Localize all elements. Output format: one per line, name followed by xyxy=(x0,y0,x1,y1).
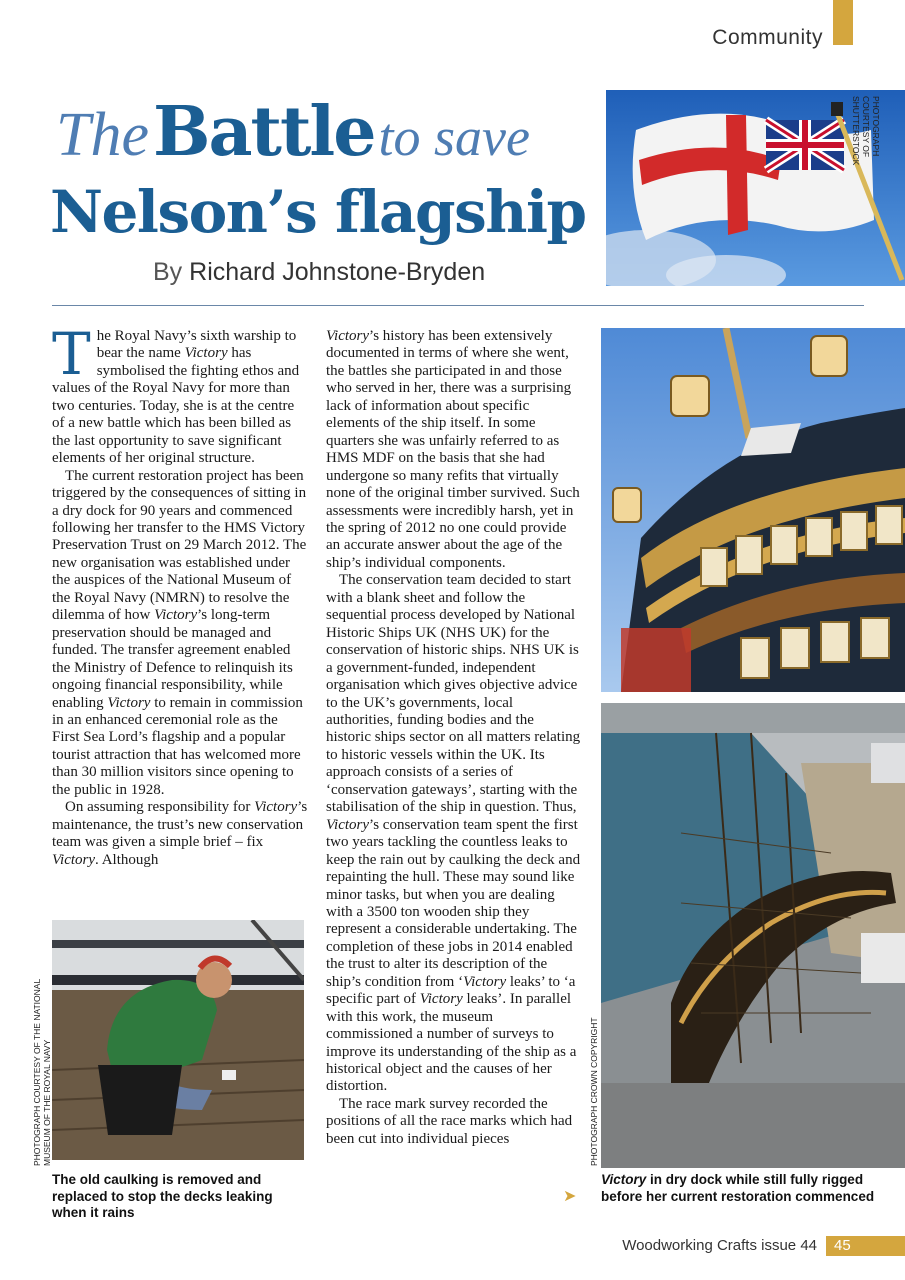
dry-dock-caption-text: in dry dock while still fully rigged before her current restoration commenced xyxy=(601,1172,875,1204)
col2-paragraph-3: The race mark survey recorded the positions of all the race marks which had been cut into individual pieces xyxy=(326,1095,573,1147)
dry-dock-caption xyxy=(601,1172,901,1205)
col2-p1-victory: Victory xyxy=(326,328,370,344)
col1-paragraph-1 xyxy=(52,320,308,468)
col1-p2-text-c: to remain in commission in an enhanced ceremonial role as the First Sea Lord’s flagship and a popular tourist attraction that has welcomed more than 30 million visitors since opening to the public in 1928. xyxy=(52,694,303,798)
caulking-worker-photo xyxy=(52,920,304,1160)
section-tab xyxy=(833,0,853,45)
drop-cap: T xyxy=(52,320,91,388)
page-number: 45 xyxy=(826,1236,905,1256)
section-label: Community xyxy=(712,26,823,49)
col2-p2-text-d: leaks’. In parallel with this work, the museum commissioned a number of surveys to improve its understanding of the ship as a historical object and the causes of her distortion. xyxy=(326,991,577,1095)
worker-photo-credit-line-2: MUSEUM OF THE ROYAL NAVY xyxy=(42,1039,52,1166)
col1-p3-text-b: ’s maintenance, the trust’s new conservation team was given a simple brief – fix xyxy=(52,799,308,851)
col2-p2-text-c: leaks’ to ‘a specific part of xyxy=(326,973,576,1008)
header-rule xyxy=(52,305,864,306)
byline-by: By xyxy=(153,258,183,286)
col1-paragraph-2 xyxy=(52,468,308,800)
stern-photo xyxy=(601,328,905,692)
col1-p2-victory-2: Victory xyxy=(107,694,151,711)
dry-dock-photo-credit: PHOTOGRAPH CROWN COPYRIGHT xyxy=(589,1017,599,1166)
headline-line-2: Nelson’s flagship xyxy=(50,178,586,246)
body-column-1 xyxy=(52,320,308,869)
col1-p1-victory: Victory xyxy=(184,345,228,362)
headline-battle: Battle xyxy=(153,92,375,172)
col1-p2-text-a: The current restoration project has been triggered by the consequences of sitting in a dry dock for 90 years and commenced following her transfer to the HMS Victory Preservation Trust on 29 March 2012. The new organisation was established under the auspices of the National Museum of the Royal Navy (NMRN) to resolve the dilemma of how xyxy=(52,467,307,624)
col2-paragraph-1 xyxy=(326,328,581,572)
continue-arrow-icon: ➤ xyxy=(563,1188,577,1205)
headline-the: The xyxy=(56,101,149,169)
col1-p2-text-b: ’s long-term preservation should be managed and funded. The transfer agreement enabled the Ministry of Defence to relinquish its ongoing financial responsibility, while enabling xyxy=(52,607,293,711)
body-column-2 xyxy=(326,328,581,1148)
col1-p1-text-a: he Royal Navy’s sixth warship to bear the name xyxy=(96,328,297,362)
headline-line-1 xyxy=(56,92,530,172)
col1-p1-text-b: has symbolised the fighting ethos and values of the Royal Navy for more than two centuries. Today, she is at the centre of a new battle which has been billed as the last opportunity to save significant elements of her original structure. xyxy=(52,345,300,467)
dry-dock-photo xyxy=(601,703,905,1168)
worker-photo-credit xyxy=(32,978,52,1166)
col1-p2-victory-1: Victory xyxy=(154,607,198,624)
col1-paragraph-3 xyxy=(52,799,308,869)
col1-p3-text-a: On assuming responsibility for xyxy=(65,799,255,816)
col2-paragraph-2 xyxy=(326,572,581,1096)
col2-p2-text-b: ’s conservation team spent the first two years tackling the countless leaks to keep the rain out by caulking the deck and repainting the hull. These may sound like minor tasks, but when you are dealing with a 3500 ton wooden ship they represent a considerable undertaking. The completion of these jobs in 2014 enabled the trust to alter its description of the ship’s condition from ‘ xyxy=(326,816,581,990)
headline-to-save: to save xyxy=(378,107,530,167)
col1-p3-victory-1: Victory xyxy=(254,799,298,816)
worker-photo-credit-line-1: PHOTOGRAPH COURTESY OF THE NATIONAL xyxy=(32,978,42,1166)
col2-p2-victory-3: Victory xyxy=(419,991,463,1008)
col2-p2-victory-2: Victory xyxy=(463,973,507,990)
flag-photo-credit: PHOTOGRAPH COURTESY OF SHUTTERSTOCK xyxy=(851,96,881,166)
col1-p3-text-c: . Although xyxy=(95,851,159,868)
dry-dock-caption-victory: Victory xyxy=(601,1172,647,1187)
col2-p2-text-a: The conservation team decided to start with a blank sheet and follow the sequential process developed by National Historic Ships UK (NHS UK) for the conservation of historic ships. NHS UK is a government-funded, independent organisation which gives objective advice to the UK’s governments, local authorities, funding bodies and the historic ships sector on all matters relating to historic vessels within the UK. Its approach consists of a series of ‘conservation gateways’, starting with the stabilisation of the ship in question. Thus, xyxy=(326,572,581,816)
byline-author: Richard Johnstone-Bryden xyxy=(189,258,486,286)
col1-p3-victory-2: Victory xyxy=(52,851,96,868)
footer-publication: Woodworking Crafts issue 44 xyxy=(622,1237,817,1254)
caulking-caption: The old caulking is removed and replaced to stop the decks leaking when it rains xyxy=(52,1172,273,1220)
col2-p2-victory-1: Victory xyxy=(326,816,370,833)
byline xyxy=(153,258,485,287)
col2-p1-text: ’s history has been extensively documented in terms of where she went, the battles she participated in and those who served in her, there was a surprising lack of information about specific elements of the ship itself. In some quarters she was unfairly referred to as HMS MDF on the basis that she had undergone so many refits that virtually none of the original timber survived. Such assessments were incredibly harsh, yet in the spring of 2012 no one could provide an accurate answer about the age of the ship’s individual components. xyxy=(326,328,580,571)
